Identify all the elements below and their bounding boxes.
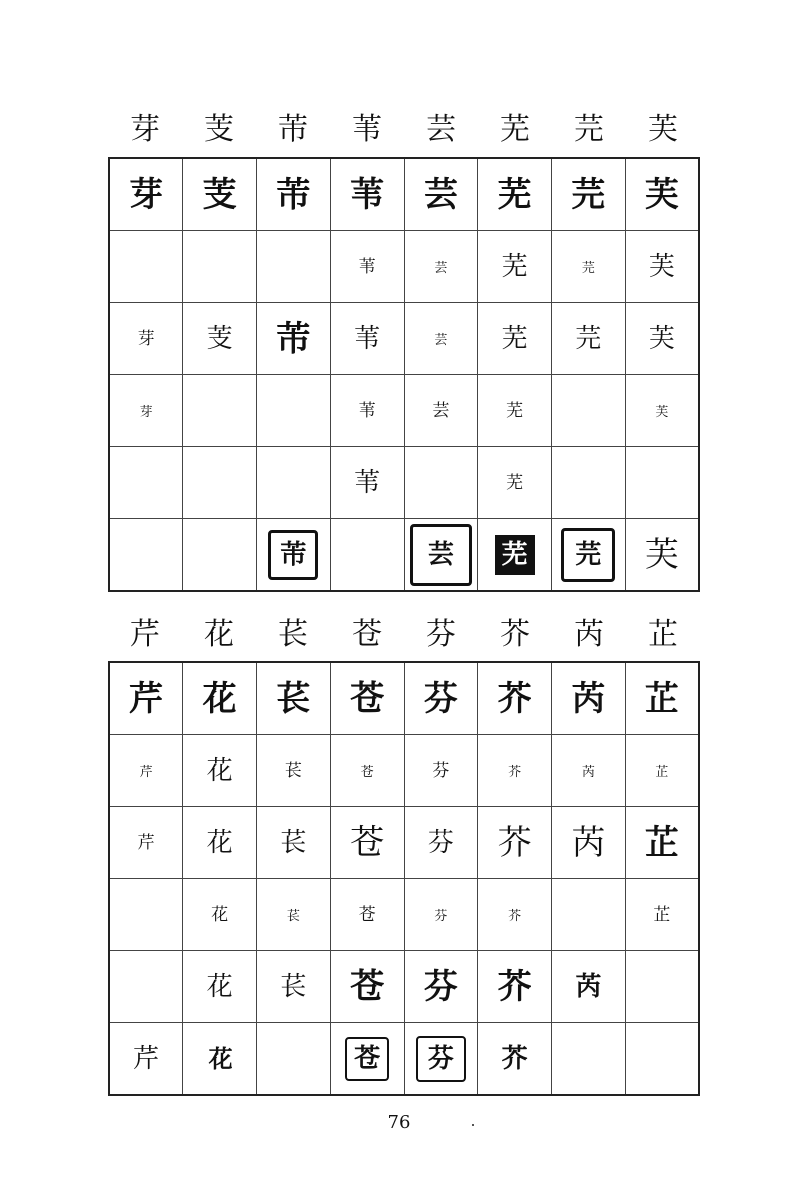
glyph-row xyxy=(109,519,699,592)
heading-char: 芙 xyxy=(648,112,678,147)
glyph-cell xyxy=(330,303,404,375)
glyph-cell xyxy=(478,807,552,879)
bamboo-glyph: 苍 xyxy=(358,905,376,925)
heading-char: 芰 xyxy=(204,112,234,147)
glyph-row xyxy=(109,662,699,735)
glyph-cell xyxy=(109,447,183,519)
glyph-cell xyxy=(330,807,404,879)
glyph-cell xyxy=(552,158,626,231)
bronze-glyph: 芹 xyxy=(137,833,155,853)
heading-char: 芽 xyxy=(130,112,160,147)
section-1-grid xyxy=(108,157,700,592)
oracle-glyph: 苌 xyxy=(284,761,302,781)
glyph-cell xyxy=(109,879,183,951)
glyph-cell xyxy=(552,303,626,375)
seal-impression: 芸 xyxy=(410,524,472,586)
seal-script-glyph: 芥 xyxy=(497,678,532,719)
glyph-row xyxy=(109,303,699,375)
glyph-row xyxy=(109,375,699,447)
glyph-cell xyxy=(330,951,404,1023)
glyph-cell xyxy=(257,951,331,1023)
heading-char: 芷 xyxy=(648,617,678,652)
bronze-glyph: 花 xyxy=(206,827,233,858)
glyph-cell xyxy=(625,375,699,447)
seal-script-glyph: 芰 xyxy=(202,174,237,215)
glyph-cell xyxy=(404,662,478,735)
seal-script-glyph: 芷 xyxy=(644,678,679,719)
seal-script-glyph: 苌 xyxy=(276,678,311,719)
oracle-glyph: 芬 xyxy=(432,761,450,781)
glyph-cell xyxy=(183,303,257,375)
oracle-glyph: 芥 xyxy=(508,765,522,780)
glyph-cell xyxy=(109,158,183,231)
glyph-cell xyxy=(183,879,257,951)
glyph-cell xyxy=(404,807,478,879)
seal-script-glyph: 芸 xyxy=(423,174,458,215)
bronze-glyph: 芥 xyxy=(497,822,532,863)
glyph-cell xyxy=(183,519,257,592)
bronze-glyph: 苇 xyxy=(354,323,381,354)
oracle-glyph: 芹 xyxy=(139,765,153,780)
glyph-cell xyxy=(257,735,331,807)
bronze-glyph: 芮 xyxy=(571,822,606,863)
bronze-glyph: 苍 xyxy=(350,822,385,863)
bamboo-glyph: 芜 xyxy=(506,401,524,421)
seal-impression: 芬 xyxy=(416,1036,466,1082)
glyph-cell xyxy=(109,303,183,375)
bamboo-glyph: 芽 xyxy=(139,405,153,420)
glyph-cell xyxy=(478,662,552,735)
section-2-grid xyxy=(108,661,700,1096)
glyph-row xyxy=(109,735,699,807)
glyph-cell xyxy=(183,807,257,879)
heading-char: 花 xyxy=(204,617,234,652)
glyph-cell xyxy=(183,951,257,1023)
section-2-headings xyxy=(108,613,700,657)
bronze-glyph: 苌 xyxy=(280,827,307,858)
seal-impression: 花 xyxy=(208,1043,231,1073)
clerical-glyph: 苌 xyxy=(280,971,307,1002)
heading-char: 芾 xyxy=(278,112,308,147)
glyph-cell xyxy=(257,1023,331,1096)
glyph-cell xyxy=(478,447,552,519)
glyph-row xyxy=(109,951,699,1023)
heading-char: 芸 xyxy=(426,112,456,147)
clerical-glyph: 芬 xyxy=(423,966,458,1007)
glyph-cell xyxy=(478,231,552,303)
page-number: 76 xyxy=(387,1112,411,1133)
glyph-cell xyxy=(257,519,331,592)
glyph-cell xyxy=(109,735,183,807)
glyph-cell xyxy=(257,231,331,303)
clerical-glyph: 芮 xyxy=(575,971,602,1002)
glyph-cell xyxy=(257,447,331,519)
oracle-glyph: 苇 xyxy=(358,257,376,277)
glyph-cell xyxy=(552,1023,626,1096)
seal-impression: 芜 xyxy=(495,535,535,575)
glyph-cell xyxy=(552,447,626,519)
glyph-cell xyxy=(625,662,699,735)
glyph-cell xyxy=(552,735,626,807)
glyph-cell xyxy=(625,951,699,1023)
glyph-cell xyxy=(625,158,699,231)
bamboo-glyph: 苌 xyxy=(286,909,300,924)
glyph-cell xyxy=(330,662,404,735)
glyph-cell xyxy=(183,231,257,303)
glyph-cell xyxy=(625,447,699,519)
glyph-cell xyxy=(183,735,257,807)
glyph-cell xyxy=(330,447,404,519)
seal-script-glyph: 苇 xyxy=(350,174,385,215)
glyph-cell xyxy=(330,735,404,807)
heading-char: 苇 xyxy=(352,112,382,147)
glyph-row xyxy=(109,1023,699,1096)
bronze-glyph: 芽 xyxy=(137,329,155,349)
glyph-cell xyxy=(478,158,552,231)
glyph-cell xyxy=(330,519,404,592)
glyph-cell xyxy=(552,662,626,735)
oracle-glyph: 花 xyxy=(206,755,233,786)
heading-char: 芬 xyxy=(426,617,456,652)
bronze-glyph: 芬 xyxy=(427,827,454,858)
glyph-cell xyxy=(478,519,552,592)
glyph-cell xyxy=(257,158,331,231)
glyph-cell xyxy=(478,951,552,1023)
glyph-cell xyxy=(330,231,404,303)
seal-impression: 苍 xyxy=(345,1037,389,1081)
glyph-row xyxy=(109,807,699,879)
bronze-glyph: 芙 xyxy=(648,323,675,354)
glyph-cell xyxy=(109,375,183,447)
glyph-cell xyxy=(330,879,404,951)
glyph-cell xyxy=(404,519,478,592)
oracle-glyph: 苍 xyxy=(360,765,374,780)
glyph-cell xyxy=(552,231,626,303)
glyph-cell xyxy=(552,375,626,447)
glyph-cell xyxy=(330,158,404,231)
glyph-cell xyxy=(625,231,699,303)
bronze-glyph: 芷 xyxy=(644,822,679,863)
glyph-cell xyxy=(404,735,478,807)
glyph-cell xyxy=(478,375,552,447)
glyph-cell xyxy=(552,951,626,1023)
seal-impression: 芹 xyxy=(133,1043,160,1074)
bamboo-glyph: 芙 xyxy=(655,405,669,420)
bronze-glyph: 芰 xyxy=(206,323,233,354)
glyph-cell xyxy=(625,303,699,375)
seal-impression: 芫 xyxy=(561,528,615,582)
glyph-cell xyxy=(552,879,626,951)
glyph-cell xyxy=(404,158,478,231)
glyph-cell xyxy=(109,662,183,735)
glyph-cell xyxy=(109,519,183,592)
heading-char: 苌 xyxy=(278,617,308,652)
glyph-cell xyxy=(478,735,552,807)
glyph-cell xyxy=(183,375,257,447)
bronze-glyph: 芾 xyxy=(276,318,311,359)
bronze-glyph: 芫 xyxy=(575,323,602,354)
clerical-glyph: 苍 xyxy=(350,966,385,1007)
glyph-cell xyxy=(478,879,552,951)
glyph-cell xyxy=(109,1023,183,1096)
glyph-cell xyxy=(330,1023,404,1096)
glyph-cell xyxy=(183,1023,257,1096)
glyph-cell xyxy=(257,375,331,447)
oracle-glyph: 芫 xyxy=(581,261,595,276)
bronze-glyph: 芸 xyxy=(434,333,448,348)
glyph-cell xyxy=(478,303,552,375)
oracle-glyph: 芜 xyxy=(501,251,528,282)
glyph-cell xyxy=(404,1023,478,1096)
seal-impression: 芥 xyxy=(501,1043,528,1074)
seal-script-glyph: 芾 xyxy=(276,174,311,215)
glyph-cell xyxy=(257,879,331,951)
seal-script-glyph: 芽 xyxy=(129,174,164,215)
heading-char: 芥 xyxy=(500,617,530,652)
clerical-glyph: 花 xyxy=(206,971,233,1002)
seal-impression: 芙 xyxy=(644,534,679,575)
glyph-cell xyxy=(625,1023,699,1096)
seal-script-glyph: 苍 xyxy=(350,678,385,719)
glyph-cell xyxy=(183,447,257,519)
glyph-cell xyxy=(404,375,478,447)
glyph-cell xyxy=(625,807,699,879)
glyph-cell xyxy=(257,807,331,879)
glyph-row xyxy=(109,231,699,303)
seal-impression: 芾 xyxy=(268,530,318,580)
glyph-cell xyxy=(625,735,699,807)
seal-script-glyph: 芫 xyxy=(571,174,606,215)
oracle-glyph: 芮 xyxy=(581,765,595,780)
seal-script-glyph: 花 xyxy=(202,678,237,719)
glyph-cell xyxy=(625,519,699,592)
glyph-cell xyxy=(404,447,478,519)
heading-char: 芮 xyxy=(574,617,604,652)
bamboo-glyph: 芷 xyxy=(653,905,671,925)
glyph-cell xyxy=(552,519,626,592)
seal-script-glyph: 芹 xyxy=(129,678,164,719)
glyph-cell xyxy=(183,662,257,735)
clerical-glyph: 芜 xyxy=(506,473,524,493)
glyph-row xyxy=(109,158,699,231)
clerical-glyph: 苇 xyxy=(354,467,381,498)
glyph-cell xyxy=(552,807,626,879)
seal-script-glyph: 芮 xyxy=(571,678,606,719)
glyph-cell xyxy=(109,951,183,1023)
glyph-cell xyxy=(109,807,183,879)
bamboo-glyph: 芥 xyxy=(508,909,522,924)
section-1-headings xyxy=(108,108,700,152)
oracle-glyph: 芸 xyxy=(434,261,448,276)
oracle-glyph: 芷 xyxy=(655,765,669,780)
glyph-cell xyxy=(625,879,699,951)
glyph-cell xyxy=(257,303,331,375)
oracle-glyph: 芙 xyxy=(648,251,675,282)
heading-char: 苍 xyxy=(352,617,382,652)
glyph-cell xyxy=(330,375,404,447)
seal-script-glyph: 芜 xyxy=(497,174,532,215)
seal-script-glyph: 芬 xyxy=(423,678,458,719)
glyph-cell xyxy=(478,1023,552,1096)
heading-char: 芫 xyxy=(574,112,604,147)
glyph-cell xyxy=(183,158,257,231)
glyph-cell xyxy=(404,303,478,375)
heading-char: 芜 xyxy=(500,112,530,147)
clerical-glyph: 芥 xyxy=(497,966,532,1007)
glyph-cell xyxy=(109,231,183,303)
bamboo-glyph: 花 xyxy=(211,905,229,925)
glyph-row xyxy=(109,447,699,519)
bamboo-glyph: 芬 xyxy=(434,909,448,924)
speck xyxy=(472,1124,474,1126)
glyph-cell xyxy=(404,879,478,951)
seal-script-glyph: 芙 xyxy=(644,174,679,215)
bronze-glyph: 芜 xyxy=(501,323,528,354)
glyph-cell xyxy=(257,662,331,735)
glyph-row xyxy=(109,879,699,951)
bamboo-glyph: 芸 xyxy=(432,401,450,421)
glyph-cell xyxy=(404,951,478,1023)
heading-char: 芹 xyxy=(130,617,160,652)
bamboo-glyph: 苇 xyxy=(358,401,376,421)
glyph-cell xyxy=(404,231,478,303)
